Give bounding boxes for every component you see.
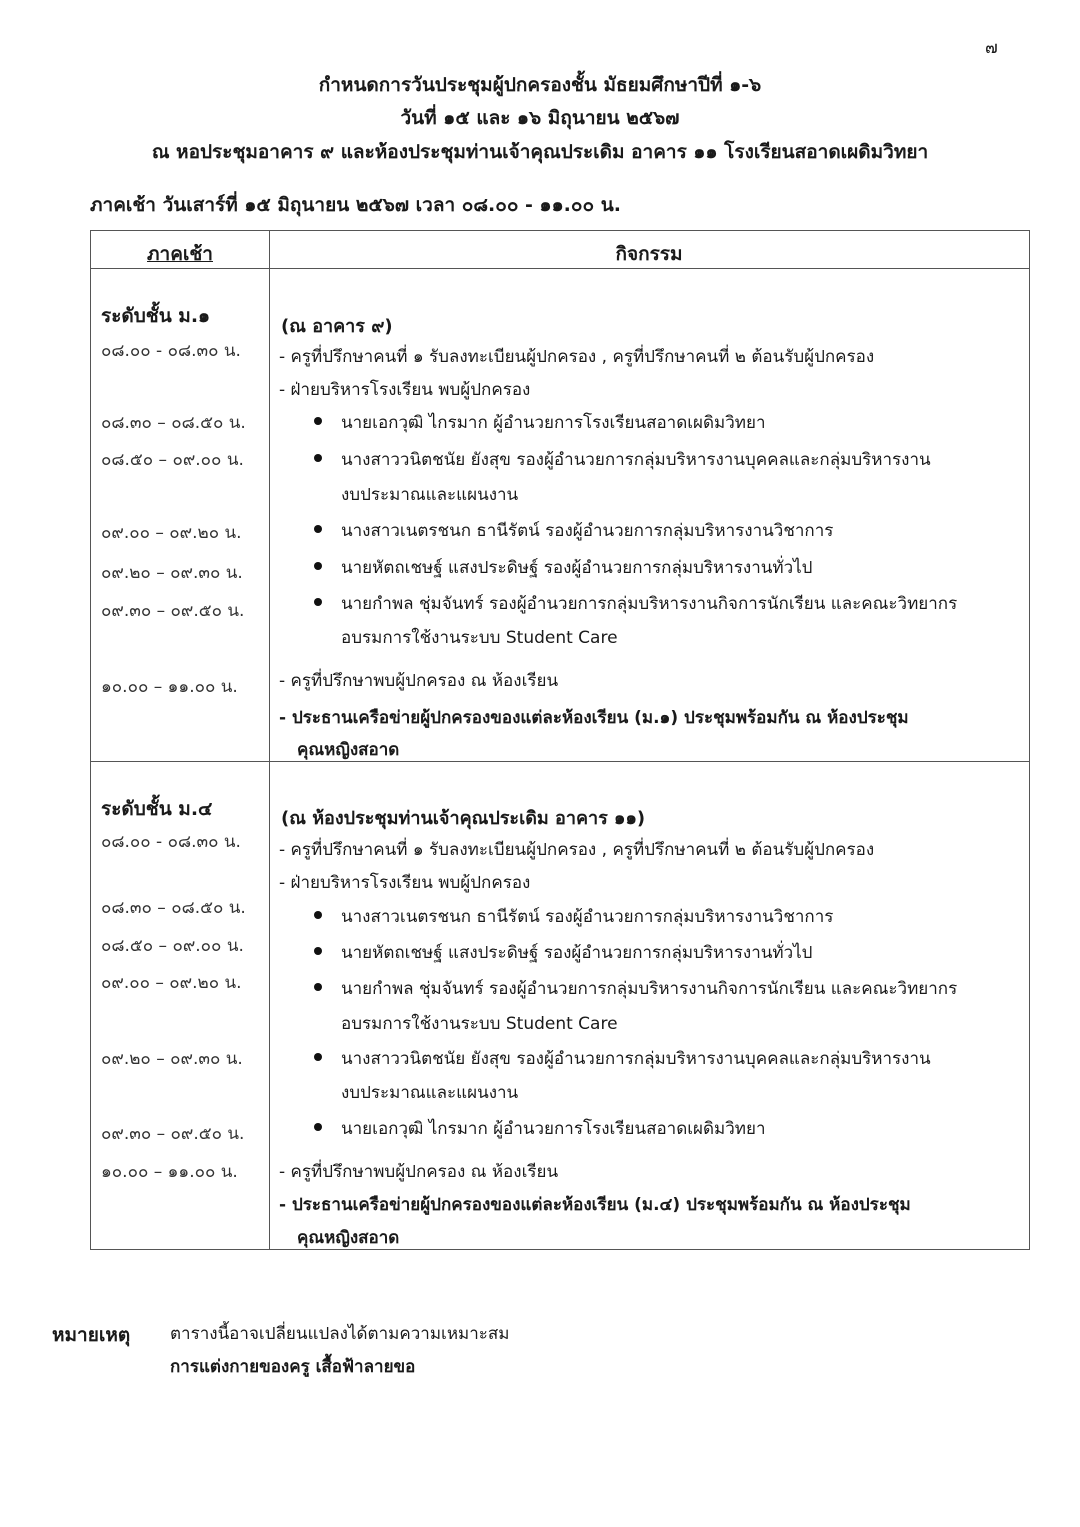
time-slot: ๐๘.๕๐ – ๐๙.๐๐ น. xyxy=(101,450,244,470)
time-slot: ๑๐.๐๐ – ๑๑.๐๐ น. xyxy=(101,1162,238,1182)
bullet-text: นายเอกวุฒิ ไกรมาก ผู้อำนวยการโรงเรียนสอาดเผดิมวิทยา xyxy=(341,1119,766,1139)
time-slot: ๐๙.๐๐ – ๐๙.๒๐ น. xyxy=(101,973,242,993)
column-divider xyxy=(269,231,270,1249)
column-header-activity: กิจกรรม xyxy=(615,243,683,265)
activity-line: - ครูที่ปรึกษาพบผู้ปกครอง ณ ห้องเรียน xyxy=(279,671,559,691)
activity-line: - ครูที่ปรึกษาคนที่ ๑ รับลงทะเบียนผู้ปกครอง , ครูที่ปรึกษาคนที่ ๒ ต้อนรับผู้ปกครอง xyxy=(279,347,875,367)
activity-line: - ครูที่ปรึกษาพบผู้ปกครอง ณ ห้องเรียน xyxy=(279,1162,559,1182)
page-number: ๗ xyxy=(985,38,998,58)
bullet-icon xyxy=(314,417,322,425)
bullet-icon xyxy=(314,454,322,462)
time-slot: ๐๙.๒๐ – ๐๙.๓๐ น. xyxy=(101,1049,243,1069)
time-slot: ๐๙.๐๐ – ๐๙.๒๐ น. xyxy=(101,523,242,543)
note-label: หมายเหตุ xyxy=(52,1324,131,1346)
bullet-text: นางสาววนิตชนัย ยังสุข รองผู้อำนวยการกลุ่มบริหารงานบุคคลและกลุ่มบริหารงาน xyxy=(341,450,931,470)
activity-line: - ฝ่ายบริหารโรงเรียน พบผู้ปกครอง xyxy=(279,380,531,400)
time-slot: ๐๙.๓๐ – ๐๙.๕๐ น. xyxy=(101,601,245,621)
bullet-text-continued: งบประมาณและแผนงาน xyxy=(341,1083,519,1103)
bullet-text: นางสาววนิตชนัย ยังสุข รองผู้อำนวยการกลุ่มบริหารงานบุคคลและกลุ่มบริหารงาน xyxy=(341,1049,931,1069)
bullet-icon xyxy=(314,525,322,533)
bullet-icon xyxy=(314,911,322,919)
time-slot: ๐๘.๓๐ – ๐๘.๕๐ น. xyxy=(101,898,246,918)
bullet-text: นางสาวเนตรชนก ธานีรัตน์ รองผู้อำนวยการกลุ่มบริหารงานวิชาการ xyxy=(341,521,834,541)
bullet-icon xyxy=(314,1053,322,1061)
location-label: (ณ อาคาร ๙) xyxy=(281,316,393,337)
document-title-line-1: กำหนดการวันประชุมผู้ปกครองชั้น มัธยมศึกษาปีที่ ๑-๖ xyxy=(318,74,762,96)
document-title-line-2: วันที่ ๑๕ และ ๑๖ มิถุนายน ๒๕๖๗ xyxy=(400,107,680,129)
time-slot: ๐๙.๓๐ – ๐๙.๕๐ น. xyxy=(101,1124,245,1144)
activity-line: - ฝ่ายบริหารโรงเรียน พบผู้ปกครอง xyxy=(279,873,531,893)
time-slot: ๐๘.๓๐ – ๐๘.๕๐ น. xyxy=(101,413,246,433)
bullet-text: นายกำพล ชุ่มจันทร์ รองผู้อำนวยการกลุ่มบริหารงานกิจการนักเรียน และคณะวิทยากร xyxy=(341,979,958,999)
section-divider xyxy=(91,761,1029,762)
bullet-icon xyxy=(314,947,322,955)
note-line-dress-code: การแต่งกายของครู เสื้อฟ้าลายขอ xyxy=(170,1357,416,1377)
time-slot: ๐๘.๕๐ – ๐๙.๐๐ น. xyxy=(101,936,244,956)
activity-line-bold-continued: คุณหญิงสอาด xyxy=(297,1228,400,1248)
time-slot: ๐๙.๒๐ – ๐๙.๓๐ น. xyxy=(101,563,243,583)
level-label: ระดับชั้น ม.๑ xyxy=(101,305,211,327)
column-header-session: ภาคเช้า xyxy=(147,243,213,265)
activity-line: - ครูที่ปรึกษาคนที่ ๑ รับลงทะเบียนผู้ปกครอง , ครูที่ปรึกษาคนที่ ๒ ต้อนรับผู้ปกครอง xyxy=(279,840,875,860)
note-line: ตารางนี้อาจเปลี่ยนแปลงได้ตามความเหมาะสม xyxy=(170,1324,510,1344)
bullet-icon xyxy=(314,1123,322,1131)
bullet-text-continued: อบรมการใช้งานระบบ Student Care xyxy=(341,1014,618,1034)
schedule-table xyxy=(90,230,1030,1250)
level-label: ระดับชั้น ม.๔ xyxy=(101,798,213,820)
time-slot: ๐๘.๐๐ - ๐๘.๓๐ น. xyxy=(101,832,241,852)
bullet-text-continued: อบรมการใช้งานระบบ Student Care xyxy=(341,628,618,648)
bullet-text-continued: งบประมาณและแผนงาน xyxy=(341,485,519,505)
location-label: (ณ ห้องประชุมท่านเจ้าคุณประเดิม อาคาร ๑๑) xyxy=(281,808,646,829)
time-slot: ๐๘.๐๐ - ๐๘.๓๐ น. xyxy=(101,341,241,361)
bullet-icon xyxy=(314,598,322,606)
bullet-icon xyxy=(314,983,322,991)
bullet-text: นายหัตถเชษฐ์ แสงประดิษฐ์ รองผู้อำนวยการกลุ่มบริหารงานทั่วไป xyxy=(341,943,813,963)
time-slot: ๑๐.๐๐ – ๑๑.๐๐ น. xyxy=(101,677,238,697)
activity-line-bold: - ประธานเครือข่ายผู้ปกครองของแต่ละห้องเรียน (ม.๔) ประชุมพร้อมกัน ณ ห้องประชุม xyxy=(279,1195,911,1215)
session-heading: ภาคเช้า วันเสาร์ที่ ๑๕ มิถุนายน ๒๕๖๗ เวลา ๐๘.๐๐ - ๑๑.๐๐ น. xyxy=(90,194,621,216)
bullet-icon xyxy=(314,562,322,570)
document-title-line-3: ณ หอประชุมอาคาร ๙ และห้องประชุมท่านเจ้าคุณประเดิม อาคาร ๑๑ โรงเรียนสอาดเผดิมวิทยา xyxy=(151,141,929,163)
activity-line-bold-continued: คุณหญิงสอาด xyxy=(297,740,400,760)
bullet-text: นายเอกวุฒิ ไกรมาก ผู้อำนวยการโรงเรียนสอาดเผดิมวิทยา xyxy=(341,413,766,433)
bullet-text: นายหัตถเชษฐ์ แสงประดิษฐ์ รองผู้อำนวยการกลุ่มบริหารงานทั่วไป xyxy=(341,558,813,578)
bullet-text: นายกำพล ชุ่มจันทร์ รองผู้อำนวยการกลุ่มบริหารงานกิจการนักเรียน และคณะวิทยากร xyxy=(341,594,958,614)
activity-line-bold: - ประธานเครือข่ายผู้ปกครองของแต่ละห้องเรียน (ม.๑) ประชุมพร้อมกัน ณ ห้องประชุม xyxy=(279,708,909,728)
bullet-text: นางสาวเนตรชนก ธานีรัตน์ รองผู้อำนวยการกลุ่มบริหารงานวิชาการ xyxy=(341,907,834,927)
